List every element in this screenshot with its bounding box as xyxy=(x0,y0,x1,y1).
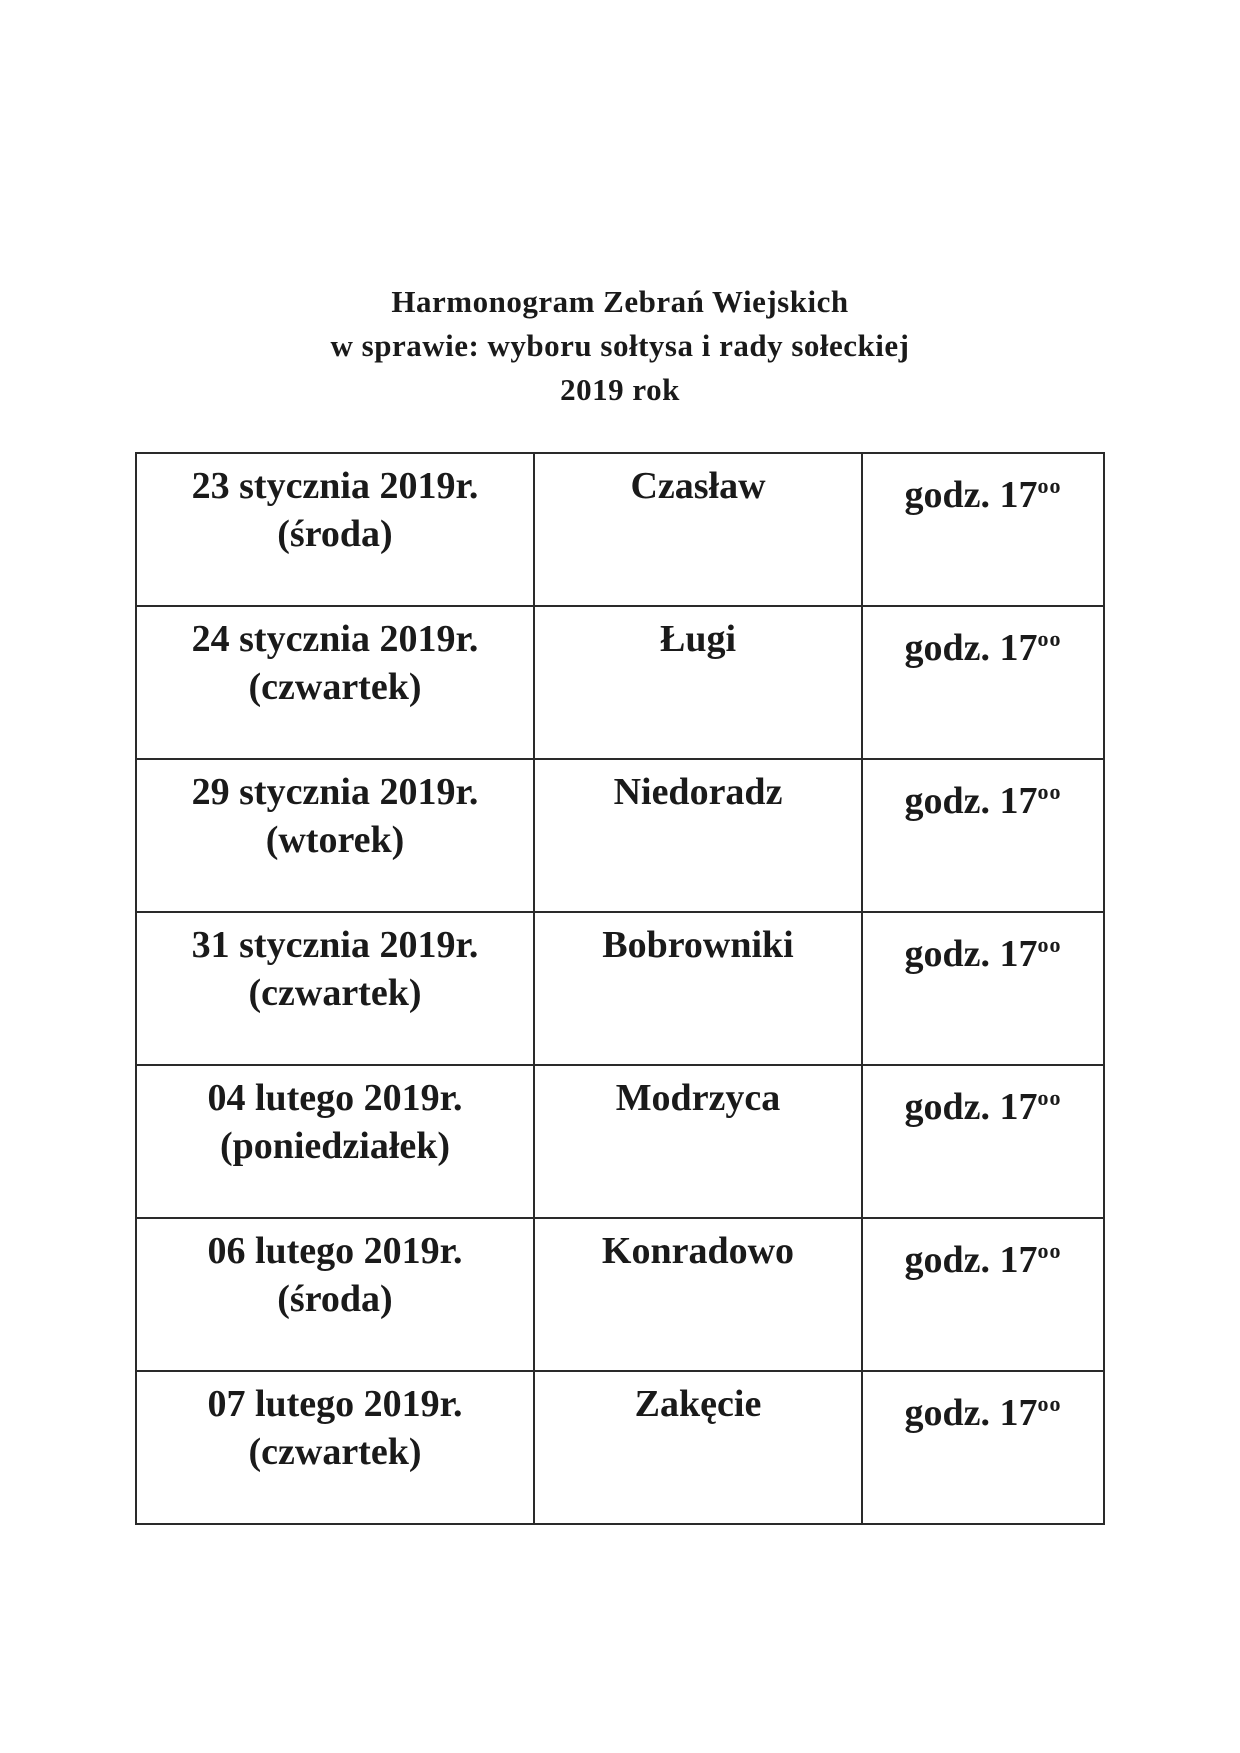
time-cell xyxy=(862,912,1104,1065)
table-row xyxy=(136,759,1104,912)
meeting-date: 29 stycznia 2019r. xyxy=(191,771,479,813)
time-cell xyxy=(862,453,1104,606)
meeting-time: godz. 17 xyxy=(904,780,1038,822)
table-row xyxy=(136,606,1104,759)
place-cell: Konradowo xyxy=(534,1218,862,1371)
place-cell: Czasław xyxy=(534,453,862,606)
meeting-date: 04 lutego 2019r. xyxy=(207,1077,463,1119)
meeting-time-minutes: oo xyxy=(1037,473,1062,498)
place-cell: Ługi xyxy=(534,606,862,759)
document-header xyxy=(0,280,1240,412)
meeting-weekday: (poniedziałek) xyxy=(219,1125,451,1167)
meeting-weekday: (czwartek) xyxy=(248,1431,422,1473)
date-cell xyxy=(136,1065,534,1218)
meeting-date: 23 stycznia 2019r. xyxy=(191,465,479,507)
meeting-time-minutes: oo xyxy=(1037,626,1062,651)
time-cell xyxy=(862,606,1104,759)
place-cell: Niedoradz xyxy=(534,759,862,912)
meeting-time: godz. 17 xyxy=(904,1086,1038,1128)
meeting-date: 07 lutego 2019r. xyxy=(207,1383,463,1425)
time-cell xyxy=(862,1218,1104,1371)
date-cell xyxy=(136,1218,534,1371)
meeting-date: 31 stycznia 2019r. xyxy=(191,924,479,966)
time-cell xyxy=(862,1065,1104,1218)
meeting-date: 06 lutego 2019r. xyxy=(207,1230,463,1272)
meeting-time-minutes: oo xyxy=(1037,1085,1062,1110)
date-cell xyxy=(136,453,534,606)
meeting-date: 24 stycznia 2019r. xyxy=(191,618,479,660)
meeting-weekday: (czwartek) xyxy=(248,666,422,708)
date-cell xyxy=(136,606,534,759)
table-row xyxy=(136,912,1104,1065)
meeting-time: godz. 17 xyxy=(904,474,1038,516)
time-cell xyxy=(862,759,1104,912)
date-cell xyxy=(136,759,534,912)
meeting-weekday: (środa) xyxy=(277,1278,393,1320)
meeting-time: godz. 17 xyxy=(904,1239,1038,1281)
place-cell: Modrzyca xyxy=(534,1065,862,1218)
meeting-time-minutes: oo xyxy=(1037,1391,1062,1416)
meeting-time: godz. 17 xyxy=(904,933,1038,975)
meeting-time-minutes: oo xyxy=(1037,932,1062,957)
meeting-time: godz. 17 xyxy=(904,627,1038,669)
document-year: 2019 rok xyxy=(560,372,680,407)
meeting-weekday: (środa) xyxy=(277,513,393,555)
table-row xyxy=(136,1218,1104,1371)
date-cell xyxy=(136,1371,534,1524)
meeting-weekday: (wtorek) xyxy=(265,819,405,861)
meeting-time-minutes: oo xyxy=(1037,779,1062,804)
meeting-weekday: (czwartek) xyxy=(248,972,422,1014)
table-row xyxy=(136,453,1104,606)
meeting-schedule-table xyxy=(135,452,1105,1525)
meeting-time-minutes: oo xyxy=(1037,1238,1062,1263)
date-cell xyxy=(136,912,534,1065)
table-row xyxy=(136,1371,1104,1524)
place-cell: Bobrowniki xyxy=(534,912,862,1065)
document-subtitle: w sprawie: wyboru sołtysa i rady sołeckiej xyxy=(330,328,910,363)
time-cell xyxy=(862,1371,1104,1524)
document-title: Harmonogram Zebrań Wiejskich xyxy=(391,284,849,319)
table-row xyxy=(136,1065,1104,1218)
place-cell: Zakęcie xyxy=(534,1371,862,1524)
meeting-time: godz. 17 xyxy=(904,1392,1038,1434)
